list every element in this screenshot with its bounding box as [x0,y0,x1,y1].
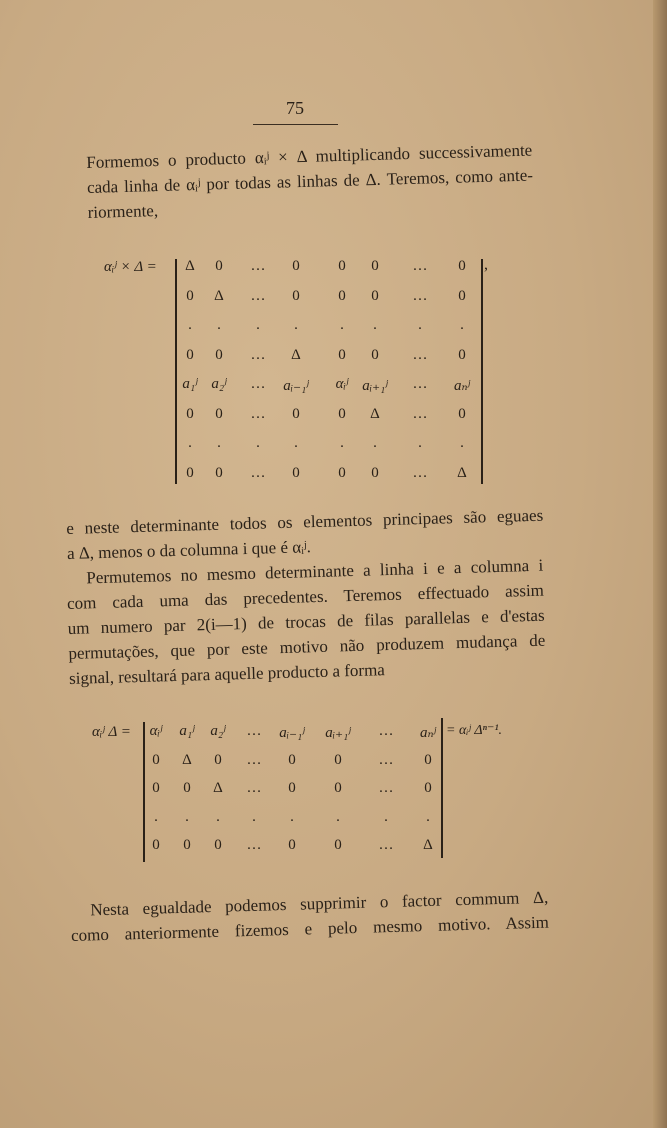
equation-1-cell: … [412,464,428,481]
equation-2-cell: Δ [213,780,223,796]
equation-1-comma: , [484,256,488,273]
equation-1-cell: 0 [215,405,223,422]
equation-2-cell: 0 [183,837,191,853]
equation-2-cell: 0 [288,837,296,853]
equation-1-cell: … [412,405,428,422]
equation-2-cell: 0 [424,751,432,768]
equation-1-cell: 0 [458,287,466,304]
paragraph-3 [66,553,546,691]
paragraph-3-line-1: Permutemos no mesmo determinante a linha i e a columna i [86,555,544,588]
equation-2-cell: … [378,751,394,768]
equation-1-cell: . [460,435,464,451]
equation-1-cell: … [250,287,266,304]
equation-1-cell: 0 [186,287,194,304]
equation-2-cell: 0 [334,751,342,768]
equation-2-cell: . [252,808,256,825]
equation-2-cell: 0 [152,780,160,796]
equation-2-cell: … [246,751,262,768]
equation-2-cell: aᵢ₋₁ʲ [279,725,305,741]
equation-2-cell: Δ [423,837,433,853]
equation-1-cell: 0 [371,464,379,481]
equation-2-cell: . [336,808,340,825]
equation-2-rhs: = αᵢʲ Δⁿ⁻¹. [446,723,503,738]
equation-1-cell: 0 [215,464,223,481]
paragraph-1-line-1: Formemos o producto αᵢʲ × Δ multiplicando successivamente [86,140,533,172]
equation-1-cell: 0 [338,258,346,274]
equation-1-cell: … [412,346,428,363]
equation-1-cell: 0 [458,405,466,422]
paragraph-1 [86,138,534,225]
equation-2-cell: 0 [214,837,222,853]
equation-1-cell: Δ [291,346,301,363]
equation-1-cell: . [373,435,377,451]
equation-1-cell: … [250,346,266,363]
equation-1-cell: aᵢ₋₁ʲ [283,378,309,394]
equation-1-cell: 0 [338,405,346,422]
equation-2-cell: . [426,808,430,825]
equation-1-cell: . [418,435,422,451]
equation-2-cell: . [384,808,388,825]
equation-2-cell: a₁ʲ [179,723,195,739]
equation-2-cell: … [378,723,394,739]
equation-2-cell: … [378,780,394,796]
equation-1-cell: Δ [185,258,195,274]
paragraph-1-line-2: cada linha de αᵢʲ por todas as linhas de Δ. Teremos, como ante- [86,165,534,197]
equation-1-cell: 0 [292,287,300,304]
equation-2-cell: Δ [182,751,192,768]
equation-1-right-bar [481,259,483,484]
equation-1-cell: . [294,435,298,451]
equation-1-cell: 0 [371,287,379,304]
equation-1-cell: . [294,317,298,333]
equation-1-cell: Δ [214,287,224,304]
equation-1-cell: . [217,317,221,333]
equation-1-cell: Δ [370,405,380,422]
equation-1-cell: . [217,435,221,451]
equation-2-cell: 0 [152,751,160,768]
equation-1-cell: 0 [215,346,223,363]
equation-2-cell: a₂ʲ [210,723,226,739]
equation-1-cell: 0 [458,346,466,363]
equation-1-cell: 0 [292,258,300,274]
equation-1-cell: … [250,405,266,422]
equation-1-cell: . [256,435,260,451]
paragraph-4-line-1: Nesta egualdade podemos supprimir o factor commum Δ, [90,887,549,920]
paragraph-2-line-1: e neste determinante todos os elementos principaes são eguaes [66,505,544,538]
equation-1-cell: 0 [458,258,466,274]
equation-2-cell: 0 [183,780,191,796]
equation-1-cell: a₁ʲ [182,376,198,392]
paragraph-3-line-5: signal, resultará para aquelle producto a forma [68,660,386,688]
equation-1-cell: aₙʲ [453,378,471,394]
equation-2-cell: 0 [424,780,432,796]
equation-1-cell: 0 [186,346,194,363]
equation-1-cell: 0 [338,287,346,304]
equation-1-cell: Δ [457,464,467,481]
equation-2-cell: … [378,837,394,853]
equation-2-cell: . [185,808,189,825]
equation-1-cell: 0 [338,346,346,363]
equation-1-cell: 0 [186,464,194,481]
equation-1-cell: 0 [215,258,223,274]
equation-1-cell: . [188,317,192,333]
equation-1-cell: … [250,376,266,392]
equation-2-cell: 0 [334,780,342,796]
equation-1-cell: . [188,435,192,451]
equation-2-cell: 0 [288,780,296,796]
equation-2-cell: … [246,837,262,853]
paragraph-4 [70,885,549,948]
equation-1-cell: 0 [371,258,379,274]
equation-1-cell: . [256,317,260,333]
equation-2-cell: . [154,808,158,825]
equation-1-cell: 0 [186,405,194,422]
paragraph-4-line-2: como anteriormente fizemos e pelo mesmo motivo. Assim [70,912,550,945]
equation-2-cell: … [246,723,262,739]
equation-1-cell: … [412,258,428,274]
equation-1-cell: … [250,464,266,481]
equation-1-cell: . [460,317,464,333]
paragraph-3-line-4: permutações, que por este motivo não produzem mudança de [68,630,546,663]
paragraph-1-line-3: riormente, [87,201,159,222]
equation-1-cell: aᵢ₊₁ʲ [362,378,388,394]
equation-2-cell: aₙʲ [419,725,437,741]
equation-2-cell: … [246,780,262,796]
equation-2-cell: 0 [152,837,160,853]
equation-2-cell: aᵢ₊₁ʲ [325,725,351,741]
equation-1-cell: 0 [292,405,300,422]
equation-1-cell: . [340,435,344,451]
equation-2-cell: αᵢʲ [149,723,163,739]
paragraph-3-line-3: um numero par 2(i—1) de trocas de filas parallelas e d'estas [67,605,545,638]
equation-2-cell: 0 [334,837,342,853]
header-rule [253,124,338,125]
equation-1-cell: 0 [338,464,346,481]
equation-1-cell: αᵢʲ [335,376,349,392]
equation-1-cell: 0 [292,464,300,481]
equation-1-cell: … [250,258,266,274]
equation-2-cell: 0 [214,751,222,768]
paragraph-2-line-2: a Δ, menos o da columna i que é αᵢʲ. [66,537,312,563]
equation-1-cell: … [412,287,428,304]
equation-2-cell: . [216,808,220,825]
page-edge [653,0,667,1128]
equation-1-lhs: αᵢʲ × Δ = [104,259,157,275]
equation-1-cell: a₂ʲ [211,376,227,392]
equation-2-cell: . [290,808,294,825]
equation-1-cell: . [418,317,422,333]
equation-1-cell: … [412,376,428,392]
equation-1-cell: 0 [371,346,379,363]
paragraph-3-line-2: com cada uma das precedentes. Teremos effectuado assim [66,580,545,613]
equation-1-cell: . [373,317,377,333]
equation-2-lhs: αᵢʲ Δ = [92,724,131,740]
page-number: 75 [286,98,304,118]
equation-1-cell: . [340,317,344,333]
equation-2-cell: 0 [288,751,296,768]
